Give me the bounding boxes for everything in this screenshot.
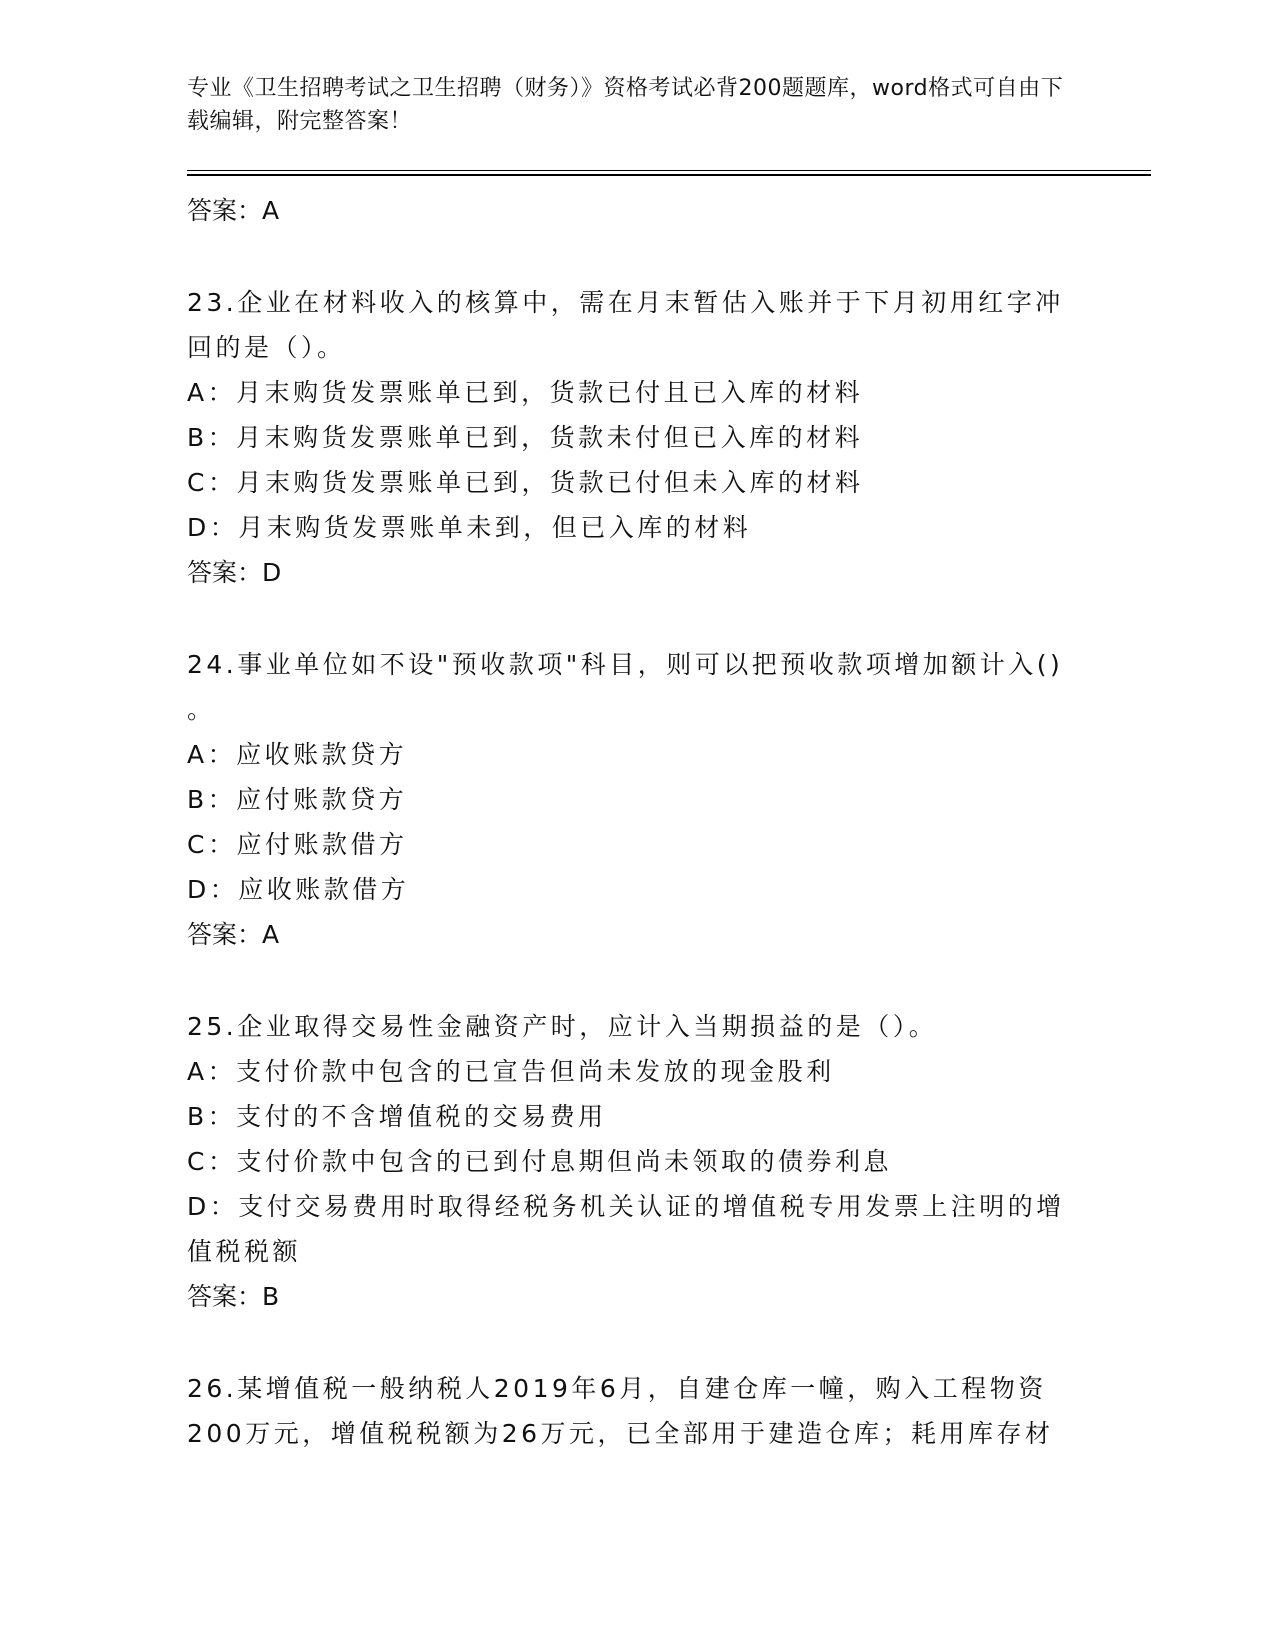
header-divider-thick (187, 174, 1151, 176)
document-header: 专业《卫生招聘考试之卫生招聘（财务）》资格考试必背200题题库，word格式可自由下载编辑，附完整答案！ (187, 76, 1064, 134)
question-25 (187, 1004, 1087, 1320)
question-stem-continuation: 。 (187, 695, 216, 724)
question-stem: 26.某增值税一般纳税人2019年6月，自建仓库一幢，购入工程物资200万元，增值税税额为26万元，已全部用于建造仓库；耗用库存材 (187, 1374, 1054, 1448)
option-c: C：月末购货发票账单已到，货款已付但未入库的材料 (187, 468, 864, 497)
option-d: D：支付交易费用时取得经税务机关认证的增值税专用发票上注明的增值税税额 (187, 1192, 1065, 1266)
question-stem: 25.企业取得交易性金融资产时，应计入当期损益的是（）。 (187, 1012, 938, 1041)
option-d: D：月末购货发票账单未到，但已入库的材料 (187, 513, 752, 542)
option-b: B：支付的不含增值税的交易费用 (187, 1102, 607, 1131)
option-b: B：应付账款贷方 (187, 785, 408, 814)
question-stem: 23.企业在材料收入的核算中，需在月末暂估入账并于下月初用红字冲回的是（）。 (187, 288, 1064, 362)
answer-24: 答案：A (187, 920, 280, 949)
option-c: C：应付账款借方 (187, 830, 408, 859)
option-a: A：月末购货发票账单已到，货款已付且已入库的材料 (187, 378, 864, 407)
option-b: B：月末购货发票账单已到，货款未付但已入库的材料 (187, 423, 864, 452)
question-26 (187, 1366, 1087, 1456)
answer-25: 答案：B (187, 1282, 280, 1311)
option-a: A：支付价款中包含的已宣告但尚未发放的现金股利 (187, 1057, 835, 1086)
question-list (187, 188, 1087, 1456)
answer-23: 答案：D (187, 558, 282, 587)
option-d: D：应收账款借方 (187, 875, 410, 904)
option-a: A：应收账款贷方 (187, 740, 408, 769)
question-stem: 24.事业单位如不设"预收款项"科目，则可以把预收款项增加额计入() (187, 650, 1064, 679)
question-24 (187, 642, 1087, 958)
answer-previous: 答案：A (187, 196, 280, 225)
question-23 (187, 280, 1087, 596)
option-c: C：支付价款中包含的已到付息期但尚未领取的债券利息 (187, 1147, 892, 1176)
header-divider-thin (187, 170, 1151, 171)
